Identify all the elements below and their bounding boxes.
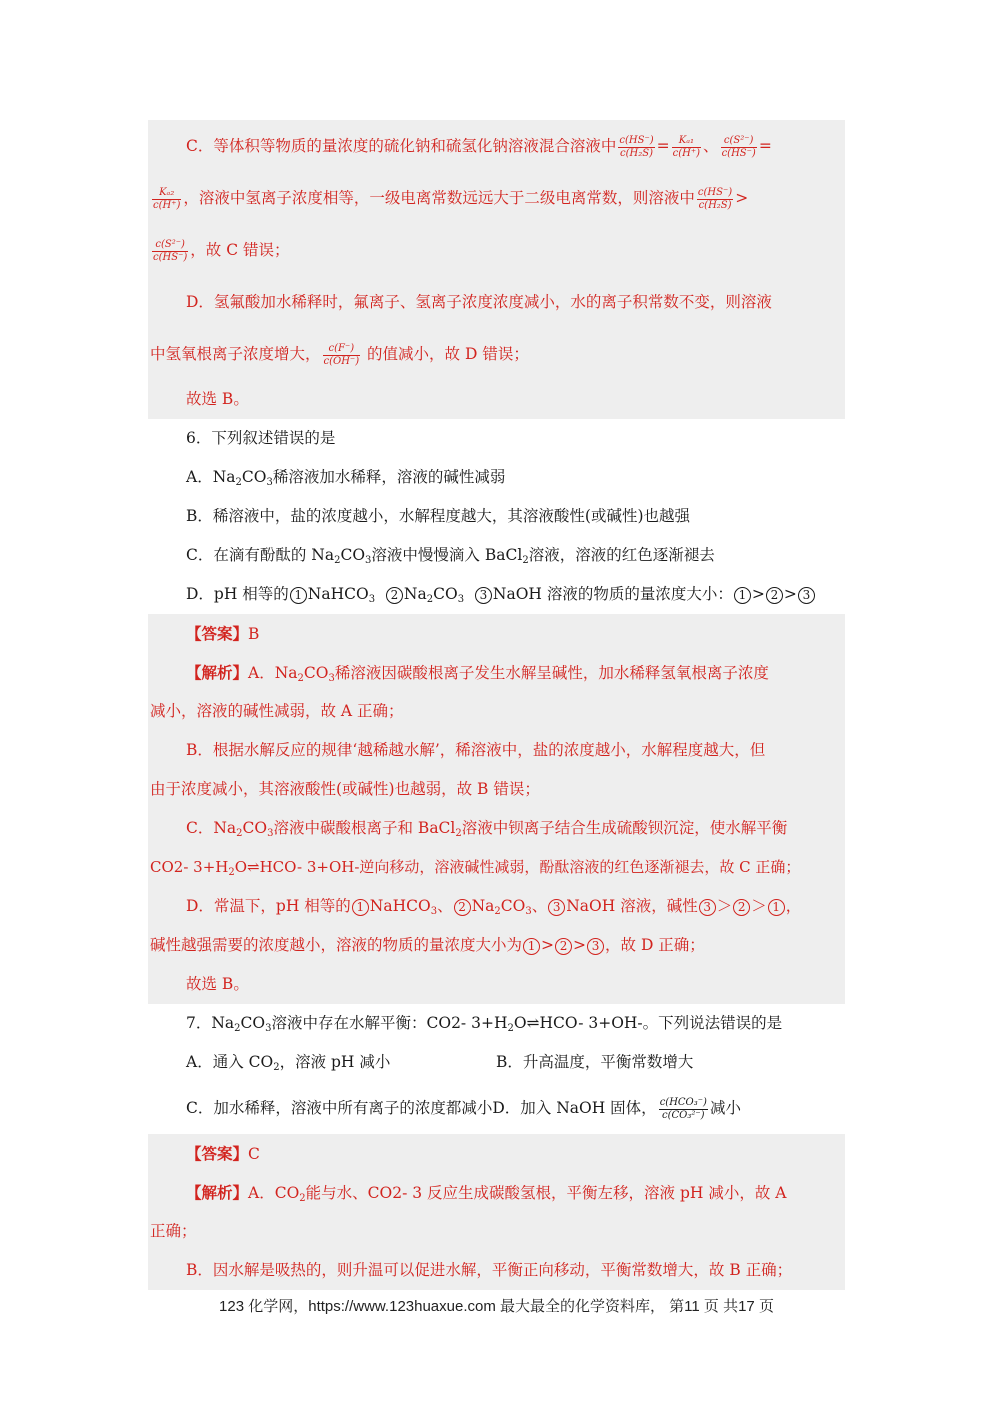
q7-exp-b1: B．因水解是吸热的，则升温可以促进水解，平衡正向移动，平衡常数增大，故 B 正确； (186, 1261, 793, 1279)
q6-option-d: D．pH 相等的 1 NaHCO$_3$ 2 $Na_2CO_3$ 3 NaOH 溶液的物质的量浓度大小： 1 > 2 > 3 (148, 575, 845, 614)
q6-exp-b1: B．根据水解反应的规律‘越稀越水解’，稀溶液中，盐的浓度越小，水解程度越大，但 (186, 741, 766, 759)
q5-explanation-block (148, 120, 845, 419)
q7-option-b: B．升高温度，平衡常数增大 (496, 1053, 694, 1071)
circled-number: 3 (548, 899, 565, 916)
q7-exp-a2: 正确； (150, 1222, 197, 1240)
q6-exp-c1: C．$Na_2CO_3$溶液中碳酸根离子和 BaCl$_2$溶液中钡离子结合生成硫酸钡沉淀，使水解平衡 (186, 819, 788, 839)
circled-number: 3 (699, 899, 716, 916)
circled-number: 2 (733, 899, 750, 916)
circled-number: 2 (555, 938, 572, 955)
q5-c-line3: $\frac{\text{c(S²⁻)}}{c(HS^-)}$ ，故 C 错误； (153, 238, 290, 263)
q5-c-line1: C．等体积等物质的量浓度的硫化钠和硫氢化钠溶液混合溶液中 $\frac{c(HS^-)}{\text{c(H₂S)}}$ = $\frac{\text{Kₐ₁}}{c(H^+)}$ 、 $\frac{\text{c(S²⁻)}}{c(HS^-)}$ = (186, 134, 772, 159)
q5-d-line2: 中氢氧根离子浓度增大， $\frac{c(F^-)}{c(OH^-)}$ 的值减小，故 D 错误； (150, 342, 529, 367)
q6-stem: 6．下列叙述错误的是 (186, 429, 336, 447)
circled-number: 1 (734, 587, 751, 604)
q7-option-a: A．通入 $CO_2$，溶液 pH 减小 (186, 1053, 391, 1073)
q6-exp-a2: 减小，溶液的碱性减弱，故 A 正确； (150, 702, 404, 720)
q6-exp-final: 故选 B。 (186, 975, 249, 993)
q6-exp-a1: 【解析】A．$Na_2CO_3$稀溶液因碳酸根离子发生水解呈碱性，加水稀释氢氧根离子浓度 (186, 663, 769, 684)
page-footer: 123 化学网，https://www.123huaxue.com 最大最全的化学资料库， 第11 页 共17 页 (219, 1298, 774, 1315)
q5-d-line1: D．氢氟酸加水稀释时，氟离子、氢离子浓度浓度减小，水的离子积常数不变，则溶液 (186, 293, 772, 311)
circled-number: 3 (475, 587, 492, 604)
q7-option-c: C．加水稀释，溶液中所有离子的浓度都减小 (186, 1099, 493, 1117)
q7-options-ab (148, 1043, 845, 1082)
fraction: $\frac{\text{Kₐ₂}}{c(H^+)}$ (153, 186, 181, 211)
q5-answer-line: 故选 B。 (186, 390, 249, 408)
fraction: $\frac{\text{c(HCO₃⁻)}}{\text{c(CO₃²⁻)}}$ (659, 1096, 707, 1121)
fraction: $\frac{c(F^-)}{c(OH^-)}$ (323, 342, 360, 367)
q7-stem: 7．$Na_2CO_3$溶液中存在水解平衡：CO2- $3+H_2O\rightleftharpoons HCO-$ 3+OH-。下列说法错误的是 (186, 1014, 783, 1034)
q6-option-a: A．$Na_2CO_3$稀溶液加水稀释，溶液的碱性减弱 (186, 468, 506, 488)
document-page (148, 120, 845, 1290)
q6-exp-b2: 由于浓度减小，其溶液酸性(或碱性)也越弱，故 B 错误； (150, 780, 540, 798)
q6-exp-d1: D．常温下，pH 相等的 1 NaHCO$_3$、 2 $Na_2CO_3$、 3 NaOH 溶液，碱性 3 ＞ 2 ＞ 1 ， (186, 897, 802, 917)
circled-number: 2 (766, 587, 783, 604)
q6-exp-d2: 碱性越强需要的浓度越小，溶液的物质的量浓度大小为 1 > 2 > 3 ，故 D 正确； (150, 936, 705, 954)
fraction: $\frac{\text{Kₐ₁}}{c(H^+)}$ (672, 134, 701, 159)
q6-exp-c2: CO2- $3+H_2O\rightleftharpoons HCO-$ 3+OH-逆向移动，溶液碱性减弱，酚酞溶液的红色逐渐褪去，故 C 正确； (150, 858, 801, 878)
circled-number: 1 (352, 899, 369, 916)
q7-options-cd (148, 1082, 845, 1134)
circled-number: 3 (587, 938, 604, 955)
q7-answer-block (148, 1134, 845, 1290)
circled-number: 2 (386, 587, 403, 604)
q6-option-c: C．在滴有酚酞的 $Na_2CO_3$溶液中慢慢滴入 BaCl$_2$溶液，溶液的红色逐渐褪去 (186, 546, 715, 566)
fraction: $\frac{\text{c(S²⁻)}}{c(HS^-)}$ (721, 134, 756, 159)
fraction: $\frac{c(HS^-)}{\text{c(H₂S)}}$ (619, 134, 654, 159)
circled-number: 1 (523, 938, 540, 955)
q7-exp-a1: 【解析】A．$CO_2$能与水、CO2- 3 反应生成碳酸氢根，平衡左移，溶液 pH 减小，故 A (186, 1183, 787, 1204)
circled-number: 3 (798, 587, 815, 604)
circled-number: 1 (290, 587, 307, 604)
q6-option-b: B．稀溶液中，盐的浓度越小，水解程度越大，其溶液酸性(或碱性)也越强 (186, 507, 690, 525)
q6-answer-block (148, 614, 845, 1004)
fraction: $\frac{c(HS^-)}{\text{c(H₂S)}}$ (697, 186, 733, 211)
circled-number: 2 (454, 899, 471, 916)
q7-block (148, 1004, 845, 1134)
q6-answer-line: 【答案】B (186, 624, 260, 643)
q7-answer-line: 【答案】C (186, 1144, 260, 1163)
circled-number: 1 (768, 899, 785, 916)
q7-option-d: D．加入 NaOH 固体， $\frac{\text{c(HCO₃⁻)}}{\text{c(CO₃²⁻)}}$ 减小 (492, 1096, 741, 1121)
q6-block (148, 419, 845, 614)
q5-c-text1: C．等体积等物质的量浓度的硫化钠和硫氢化钠溶液混合溶液中 (186, 137, 617, 155)
q5-c-line2: $\frac{\text{Kₐ₂}}{c(H^+)}$ ，溶液中氢离子浓度相等，一级电离常数远远大于二级电离常数，则溶液中 $\frac{c(HS^-)}{\text{c(H₂S)}}$ > (153, 186, 749, 211)
fraction: $\frac{\text{c(S²⁻)}}{c(HS^-)}$ (153, 238, 188, 263)
